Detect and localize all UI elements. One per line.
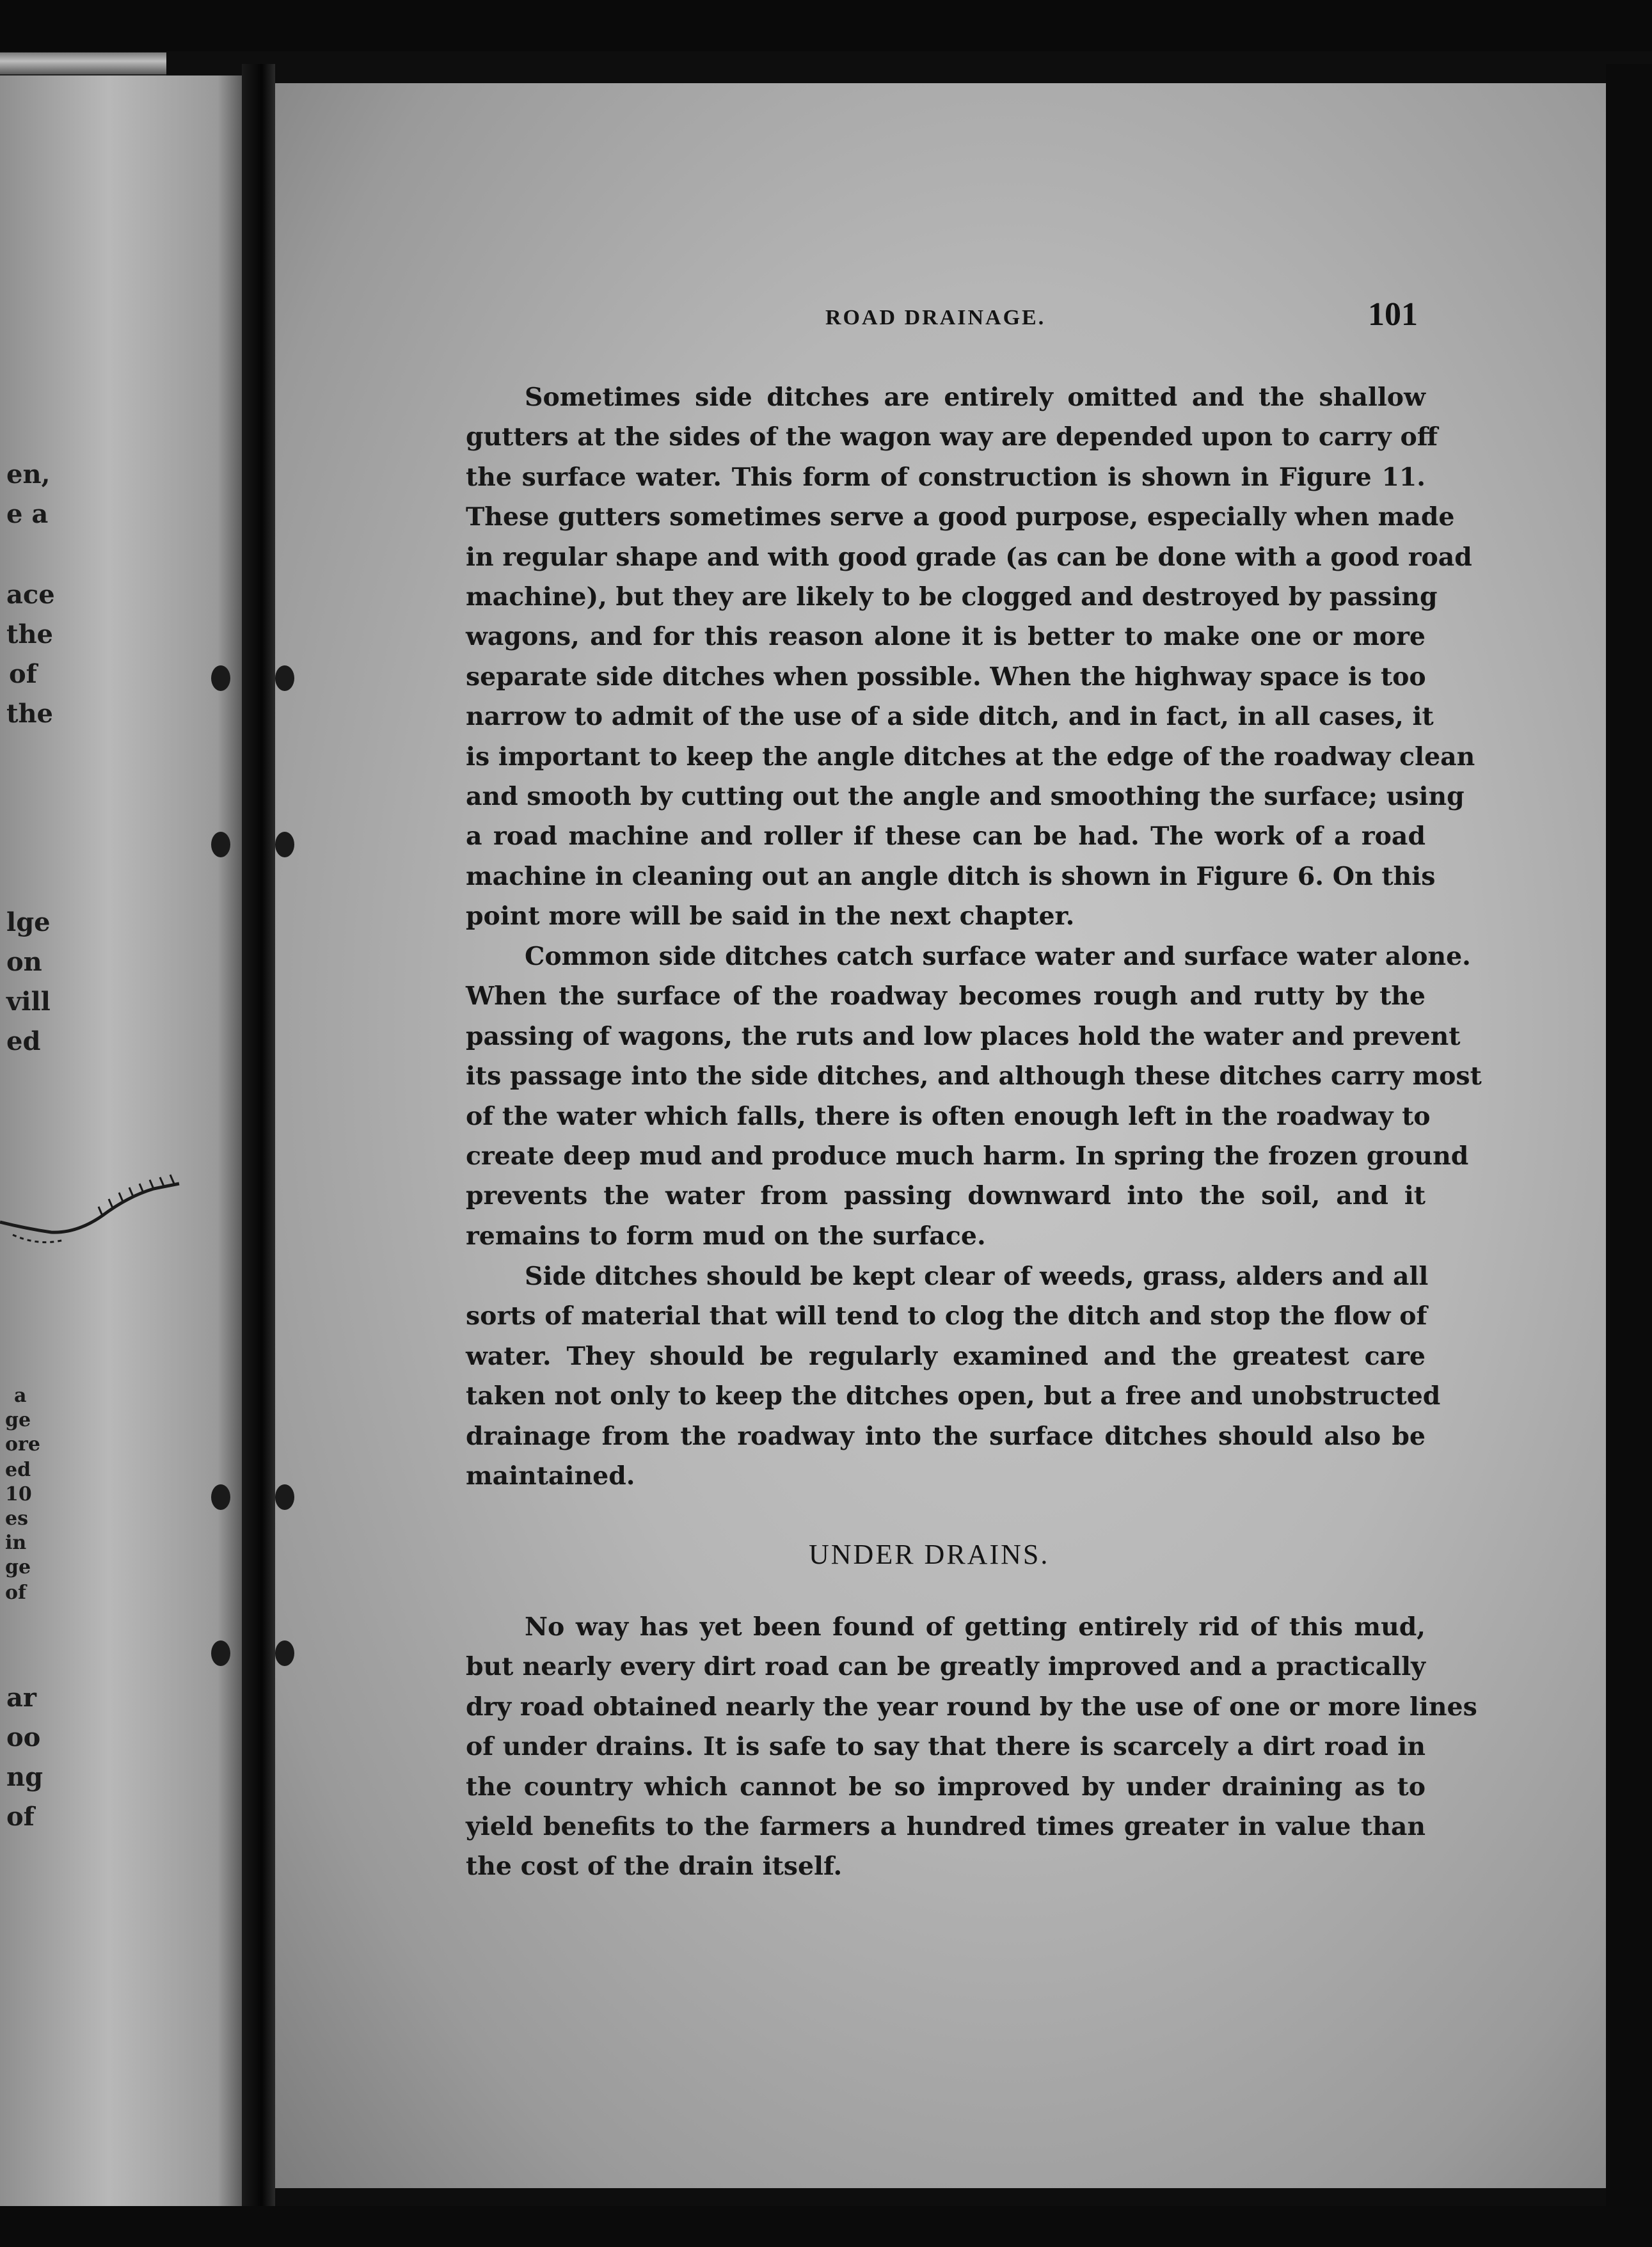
left-fragment: en, <box>6 459 51 489</box>
text-line: passing of wagons, the ruts and low places hold the water and prevent <box>466 1021 1461 1051</box>
left-fragment: the <box>6 699 54 729</box>
left-fragment: ng <box>6 1762 44 1792</box>
text-line: machine in cleaning out an angle ditch is shown in Figure 6. On this <box>466 861 1436 891</box>
text-line: drainage from the roadway into the surface ditches should also be <box>466 1421 1426 1451</box>
left-fragment: lge <box>6 907 51 937</box>
text-line: and smooth by cutting out the angle and smoothing the surface; using <box>466 782 1465 812</box>
text-line: the cost of the drain itself. <box>466 1852 843 1882</box>
text-line: is important to keep the angle ditches at the edge of the roadway clean <box>466 742 1475 772</box>
text-line: Sometimes side ditches are entirely omitted and the shallow <box>525 383 1426 412</box>
binding-hole <box>275 1640 294 1666</box>
left-fragment: ge <box>5 1556 31 1578</box>
text-line: No way has yet been found of getting entirely rid of this mud, <box>525 1612 1426 1642</box>
paragraph <box>466 1257 1441 1496</box>
left-fragment: ge <box>5 1409 31 1431</box>
left-fragment: vill <box>6 987 51 1017</box>
left-fragment: ed <box>5 1459 31 1481</box>
left-fragment: on <box>6 947 42 977</box>
text-line: point more will be said in the next chapter. <box>466 901 1075 932</box>
text-line: the country which cannot be so improved by under draining as to <box>466 1772 1426 1802</box>
paragraph <box>466 937 1482 1256</box>
text-line: dry road obtained nearly the year round by the use of one or more lines <box>466 1692 1477 1722</box>
left-fragment: 10 <box>5 1483 32 1505</box>
text-line: the surface water. This form of construction is shown in Figure 11. <box>466 462 1426 492</box>
left-fragment: ace <box>6 580 55 610</box>
text-line: sorts of material that will tend to clog the ditch and stop the flow of <box>466 1301 1427 1331</box>
text-line: machine), but they are likely to be clogged and destroyed by passing <box>466 582 1438 612</box>
book-edge-strip <box>0 52 166 77</box>
text-line: Common side ditches catch surface water and surface water alone. <box>525 942 1471 971</box>
left-fragment: a <box>14 1385 27 1407</box>
text-line: taken not only to keep the ditches open, but a free and unobstructed <box>466 1381 1441 1411</box>
left-fragment: es <box>5 1507 28 1530</box>
binding-hole <box>211 1484 230 1510</box>
text-line: its passage into the side ditches, and although these ditches carry most <box>466 1061 1482 1092</box>
section-heading: UNDER DRAINS. <box>809 1539 1050 1570</box>
left-fragment: of <box>9 659 37 689</box>
text-line: These gutters sometimes serve a good purpose, especially when made <box>466 502 1455 532</box>
scan-bottom-border <box>0 2206 1652 2247</box>
text-line: but nearly every dirt road can be greatly improved and a practically <box>466 1652 1426 1682</box>
text-line: of the water which falls, there is often enough left in the roadway to <box>466 1101 1431 1131</box>
text-line: wagons, and for this reason alone it is better to make one or more <box>466 622 1426 652</box>
text-line: prevents the water from passing downward into the soil, and it <box>466 1181 1426 1211</box>
text-line: of under drains. It is safe to say that there is scarcely a dirt road in <box>466 1732 1426 1762</box>
left-fragment: ed <box>6 1026 41 1056</box>
left-fragment: in <box>5 1532 27 1554</box>
binding-hole <box>275 665 294 691</box>
text-line: When the surface of the roadway becomes rough and rutty by the <box>466 981 1426 1012</box>
left-fragment: e a <box>6 499 49 529</box>
paragraph <box>466 1607 1477 1887</box>
text-line: create deep mud and produce much harm. In spring the frozen ground <box>466 1141 1469 1171</box>
left-fragment: oo <box>6 1722 41 1752</box>
wavy-figure-sketch <box>0 1171 192 1273</box>
binding-hole <box>211 665 230 691</box>
facing-page-left <box>0 75 242 2206</box>
left-fragment: of <box>5 1582 26 1604</box>
text-line: separate side ditches when possible. When the highway space is too <box>466 662 1426 692</box>
book-gutter <box>242 64 275 2247</box>
paragraph <box>466 377 1475 937</box>
left-fragment: ar <box>6 1683 36 1713</box>
binding-hole <box>275 832 294 857</box>
binding-hole <box>211 1640 230 1666</box>
scan-right-border <box>1606 64 1652 2247</box>
text-line: maintained. <box>466 1461 635 1491</box>
binding-hole <box>275 1484 294 1510</box>
text-line: yield benefits to the farmers a hundred times greater in value than <box>466 1812 1426 1842</box>
page-number: 101 <box>1368 296 1418 333</box>
scan-top-border <box>0 0 1652 51</box>
text-line: remains to form mud on the surface. <box>466 1221 986 1251</box>
text-line: water. They should be regularly examined and the greatest care <box>466 1341 1426 1371</box>
left-fragment: the <box>6 619 54 649</box>
text-line: narrow to admit of the use of a side ditch, and in fact, in all cases, it <box>466 702 1434 732</box>
text-line: in regular shape and with good grade (as can be done with a good road <box>466 542 1472 572</box>
text-line: gutters at the sides of the wagon way are depended upon to carry off <box>466 422 1438 452</box>
left-fragment: of <box>6 1802 35 1832</box>
text-line: a road machine and roller if these can be had. The work of a road <box>466 822 1426 852</box>
running-head: ROAD DRAINAGE. <box>825 306 1046 330</box>
left-fragment: ore <box>5 1433 40 1456</box>
text-line: Side ditches should be kept clear of weeds, grass, alders and all <box>525 1262 1429 1291</box>
binding-hole <box>211 832 230 857</box>
